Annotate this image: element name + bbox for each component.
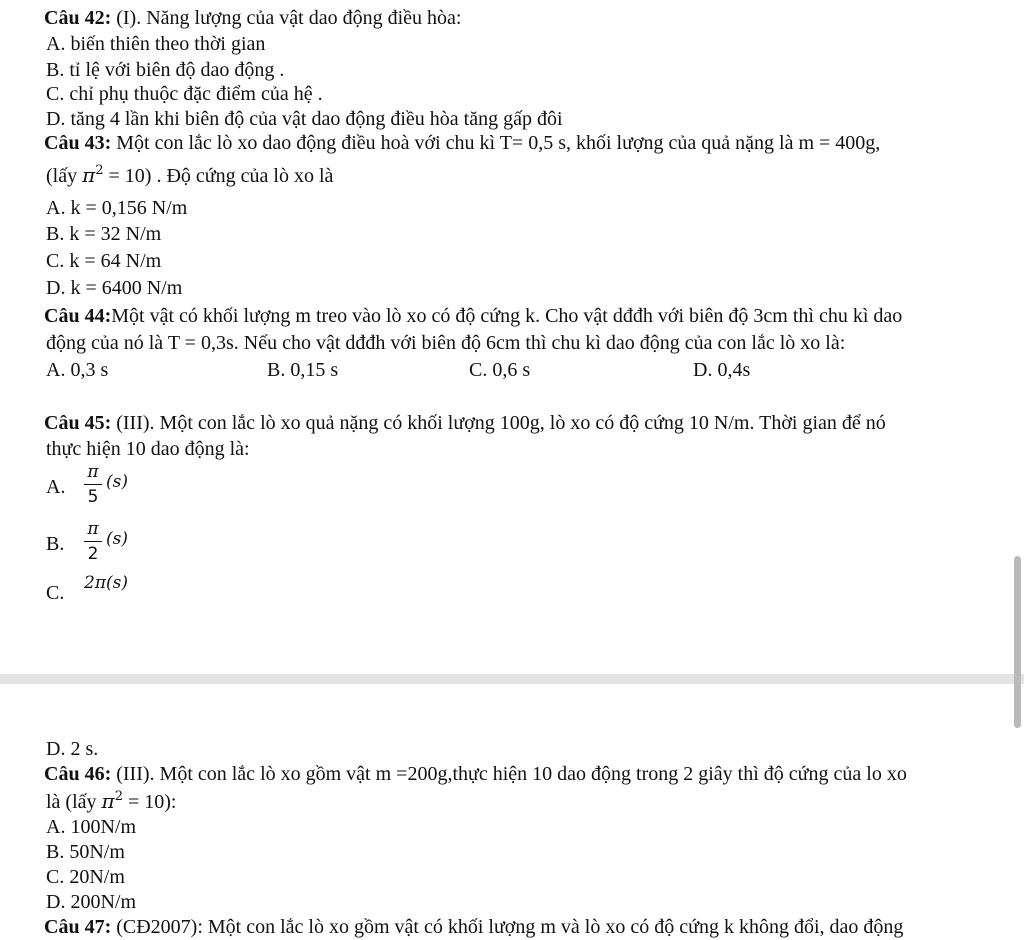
q44-option-d: D. 0,4s bbox=[693, 359, 751, 381]
q42-option-a: A. biến thiên theo thời gian bbox=[46, 33, 266, 55]
q44-text-line1: Một vật có khối lượng m treo vào lò xo có độ cứng k. Cho vật dđđh với biên độ 3cm thì chu kì dao bbox=[111, 305, 903, 327]
pi-symbol: π bbox=[82, 163, 96, 187]
q43-option-a: A. k = 0,156 N/m bbox=[46, 197, 188, 219]
q45-option-c-value: 2π(s) bbox=[84, 573, 128, 593]
q42-option-d: D. tăng 4 lần khi biên độ của vật dao động điều hòa tăng gấp đôi bbox=[46, 108, 563, 130]
q46-stem-line2 bbox=[46, 789, 176, 814]
q46-stem-line1 bbox=[44, 762, 907, 786]
q43-number: Câu 43: bbox=[44, 132, 112, 154]
q45-stem-line1 bbox=[44, 411, 886, 435]
q46-option-c: C. 20N/m bbox=[46, 866, 125, 888]
q44-option-b: B. 0,15 s bbox=[267, 359, 339, 381]
exponent: 2 bbox=[114, 789, 123, 804]
exponent: 2 bbox=[95, 163, 104, 178]
q43-option-b: B. k = 32 N/m bbox=[46, 223, 162, 245]
page-divider bbox=[0, 674, 1024, 684]
fraction-bar bbox=[84, 541, 102, 542]
q42-number: Câu 42: bbox=[44, 7, 112, 29]
q44-number: Câu 44: bbox=[44, 305, 112, 327]
q45-number: Câu 45: bbox=[44, 412, 112, 434]
q42-stem bbox=[44, 6, 461, 30]
q43-text-line1: Một con lắc lò xo dao động điều hoà với chu kì T= 0,5 s, khối lượng của quả nặng là m = 400g, bbox=[111, 132, 881, 154]
q42-option-c: C. chỉ phụ thuộc đặc điểm của hệ . bbox=[46, 83, 323, 105]
q43-text-line2-a: (lấy bbox=[46, 165, 83, 187]
q45-option-c-label: C. bbox=[46, 582, 65, 604]
fraction-denominator: 2 bbox=[87, 544, 99, 564]
q44-option-c: C. 0,6 s bbox=[469, 359, 531, 381]
q45-option-c bbox=[46, 581, 64, 605]
fraction-bar bbox=[84, 484, 102, 485]
q43-option-d: D. k = 6400 N/m bbox=[46, 277, 183, 299]
q47-text: (CĐ2007): Một con lắc lò xo gồm vật có khối lượng m và lò xo có độ cứng k không đổi, dao động bbox=[111, 916, 904, 938]
q46-text-line2-a: là (lấy bbox=[46, 791, 102, 813]
q47-number: Câu 47: bbox=[44, 916, 112, 938]
q45-option-b-label: B. bbox=[46, 533, 65, 555]
pi-symbol: π bbox=[101, 789, 115, 813]
fraction-numerator: π bbox=[87, 519, 99, 539]
scrollbar-thumb[interactable] bbox=[1014, 556, 1021, 728]
q46-number: Câu 46: bbox=[44, 763, 112, 785]
fraction bbox=[84, 519, 102, 564]
q42-option-b: B. tỉ lệ với biên độ dao động . bbox=[46, 59, 285, 81]
q45-option-d: D. 2 s. bbox=[46, 738, 99, 760]
q45-option-a-label: A. bbox=[46, 476, 66, 498]
q46-text-line2-b: = 10): bbox=[122, 791, 177, 813]
q46-option-d: D. 200N/m bbox=[46, 891, 136, 913]
q46-text-line1: (III). Một con lắc lò xo gồm vật m =200g,thực hiện 10 dao động trong 2 giây thì độ cứng của lo xo bbox=[111, 763, 907, 785]
q46-option-b: B. 50N/m bbox=[46, 841, 125, 863]
q44-option-a: A. 0,3 s bbox=[46, 359, 109, 381]
q45-option-a-unit: (s) bbox=[106, 472, 128, 492]
q44-stem-line1 bbox=[44, 304, 902, 328]
q47-stem bbox=[44, 915, 903, 939]
q45-option-b-unit: (s) bbox=[106, 529, 128, 549]
q43-option-c: C. k = 64 N/m bbox=[46, 250, 162, 272]
q44-stem-line2: động của nó là T = 0,3s. Nếu cho vật dđđh với biên độ 6cm thì chu kì dao động của con lắc lò xo là: bbox=[46, 332, 846, 354]
q45-text-line1: (III). Một con lắc lò xo quả nặng có khối lượng 100g, lò xo có độ cứng 10 N/m. Thời gian để nó bbox=[111, 412, 886, 434]
q45-stem-line2: thực hiện 10 dao động là: bbox=[46, 438, 250, 460]
q42-text: (I). Năng lượng của vật dao động điều hòa: bbox=[111, 7, 462, 29]
q46-option-a: A. 100N/m bbox=[46, 816, 136, 838]
fraction-denominator: 5 bbox=[87, 487, 99, 507]
q43-text-line2-b: = 10) . Độ cứng của lò xo là bbox=[103, 165, 334, 187]
fraction-numerator: π bbox=[87, 462, 99, 482]
q43-stem-line2 bbox=[46, 163, 333, 188]
fraction bbox=[84, 462, 102, 507]
q43-stem-line1 bbox=[44, 131, 880, 155]
